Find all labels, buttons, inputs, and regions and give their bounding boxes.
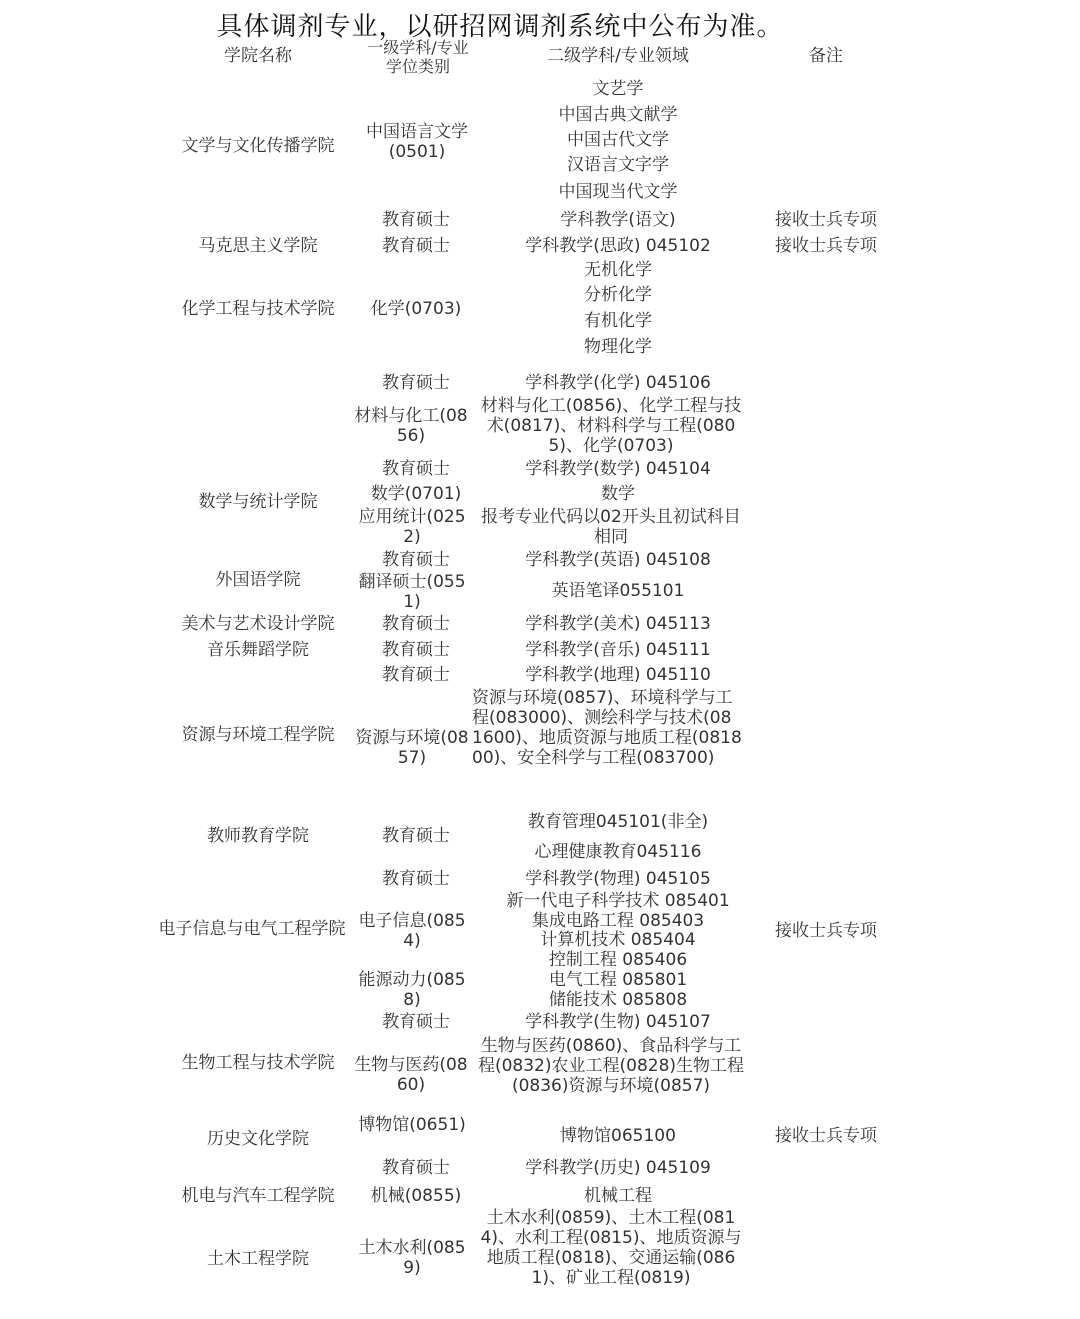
major-item: 学科教学(音乐) 045111 [525, 640, 711, 660]
major-item: 学科教学(物理) 045105 [525, 869, 711, 889]
college-marxism: 马克思主义学院 [198, 236, 318, 256]
major-item: 集成电路工程 085403 [531, 911, 705, 931]
discipline-chemistry: 化学(0703) [370, 299, 462, 319]
major-item: 学科教学(美术) 045113 [525, 614, 711, 634]
header-major: 二级学科/专业领域 [547, 46, 689, 66]
major-item: 报考专业代码以02开头且初试科目相同 [481, 507, 741, 547]
major-item: 英语笔译055101 [551, 581, 685, 601]
college-teacher-education: 教师教育学院 [207, 826, 309, 846]
discipline-education-master: 教育硕士 [382, 826, 450, 846]
discipline-education-master: 教育硕士 [382, 640, 450, 660]
major-item: 心理健康教育045116 [534, 842, 702, 862]
major-item: 机械工程 [584, 1186, 652, 1206]
college-resources-environment: 资源与环境工程学院 [181, 725, 335, 745]
discipline-math: 数学(0701) [370, 484, 462, 504]
major-item: 学科教学(语文) [560, 210, 676, 230]
major-item: 学科教学(思政) 045102 [525, 236, 711, 256]
college-history-culture: 历史文化学院 [207, 1129, 309, 1149]
discipline-civil-hydraulic: 土木水利(0859) [358, 1238, 466, 1278]
major-item: 有机化学 [584, 311, 652, 331]
major-item: 学科教学(数学) 045104 [525, 459, 711, 479]
discipline-education-master: 教育硕士 [382, 1012, 450, 1032]
college-music-dance: 音乐舞蹈学院 [207, 640, 309, 660]
header-note: 备注 [809, 46, 843, 66]
discipline-education-master: 教育硕士 [382, 665, 450, 685]
college-chemical: 化学工程与技术学院 [181, 299, 335, 319]
page-title: 具体调剂专业，以研招网调剂系统中公布为准。 [216, 12, 784, 42]
discipline-education-master: 教育硕士 [382, 459, 450, 479]
college-civil-engineering: 土木工程学院 [207, 1249, 309, 1269]
major-item: 资源与环境(0857)、环境科学与工程(083000)、测绘科学与技术(081600)、地质资源与地质工程(081800)、安全科学与工程(083700) [472, 688, 742, 768]
discipline-chinese-language: 中国语言文学(0501) [366, 122, 468, 162]
discipline-bio-medicine: 生物与医药(0860) [354, 1055, 468, 1095]
discipline-energy-power: 能源动力(0858) [358, 970, 466, 1010]
discipline-education-master: 教育硕士 [382, 550, 450, 570]
major-item: 中国现当代文学 [558, 182, 678, 202]
college-electronic-electrical: 电子信息与电气工程学院 [158, 919, 346, 939]
major-item: 文艺学 [592, 79, 644, 99]
discipline-translation-master: 翻译硕士(0551) [358, 572, 466, 612]
note-soldier-program: 接收士兵专项 [775, 210, 877, 230]
major-item: 电气工程 085801 [548, 970, 688, 990]
major-item: 储能技术 085808 [548, 990, 688, 1010]
note-soldier-program: 接收士兵专项 [775, 236, 877, 256]
discipline-education-master: 教育硕士 [382, 236, 450, 256]
major-item: 土木水利(0859)、土木工程(0814)、水利工程(0815)、地质资源与地质工程(0818)、交通运输(0861)、矿业工程(0819) [480, 1208, 742, 1288]
major-item: 数学 [601, 484, 635, 504]
discipline-applied-statistics: 应用统计(0252) [358, 507, 466, 547]
discipline-resources-environment: 资源与环境(0857) [355, 728, 469, 768]
college-bio-engineering: 生物工程与技术学院 [181, 1053, 335, 1073]
discipline-materials-chemical: 材料与化工(0856) [354, 406, 468, 446]
college-art-design: 美术与艺术设计学院 [181, 614, 335, 634]
discipline-electronic-information: 电子信息(0854) [358, 911, 466, 951]
major-item: 新一代电子科学技术 085401 [506, 891, 730, 911]
major-item: 博物馆065100 [560, 1126, 676, 1146]
discipline-mechanical: 机械(0855) [370, 1186, 462, 1206]
major-item: 学科教学(化学) 045106 [525, 373, 711, 393]
major-item: 汉语言文字学 [567, 155, 669, 175]
major-item: 物理化学 [584, 337, 652, 357]
major-item: 无机化学 [584, 260, 652, 280]
major-item: 计算机技术 085404 [540, 930, 696, 950]
discipline-education-master: 教育硕士 [382, 373, 450, 393]
major-item: 学科教学(地理) 045110 [525, 665, 711, 685]
discipline-museum: 博物馆(0651) [358, 1115, 466, 1135]
major-item: 分析化学 [584, 285, 652, 305]
major-item: 中国古代文学 [567, 130, 669, 150]
college-math: 数学与统计学院 [198, 492, 318, 512]
discipline-education-master: 教育硕士 [382, 614, 450, 634]
header-college: 学院名称 [224, 46, 292, 66]
header-discipline: 一级学科/专业学位类别 [367, 38, 469, 76]
note-soldier-program: 接收士兵专项 [775, 921, 877, 941]
major-item: 中国古典文献学 [558, 105, 678, 125]
note-soldier-program: 接收士兵专项 [775, 1126, 877, 1146]
major-item: 学科教学(生物) 045107 [525, 1012, 711, 1032]
discipline-education-master: 教育硕士 [382, 869, 450, 889]
college-foreign-language: 外国语学院 [215, 570, 301, 590]
major-item: 学科教学(历史) 045109 [525, 1158, 711, 1178]
major-item: 材料与化工(0856)、化学工程与技术(0817)、材料科学与工程(0805)、化学(0703) [480, 396, 742, 456]
major-item: 控制工程 085406 [548, 950, 688, 970]
college-literature: 文学与文化传播学院 [181, 136, 335, 156]
major-item: 生物与医药(0860)、食品科学与工程(0832)农业工程(0828)生物工程(0836)资源与环境(0857) [477, 1036, 745, 1096]
discipline-education-master: 教育硕士 [382, 210, 450, 230]
college-mechanical-automotive: 机电与汽车工程学院 [181, 1186, 335, 1206]
discipline-education-master: 教育硕士 [382, 1158, 450, 1178]
major-item: 教育管理045101(非全) [527, 812, 709, 832]
major-item: 学科教学(英语) 045108 [525, 550, 711, 570]
